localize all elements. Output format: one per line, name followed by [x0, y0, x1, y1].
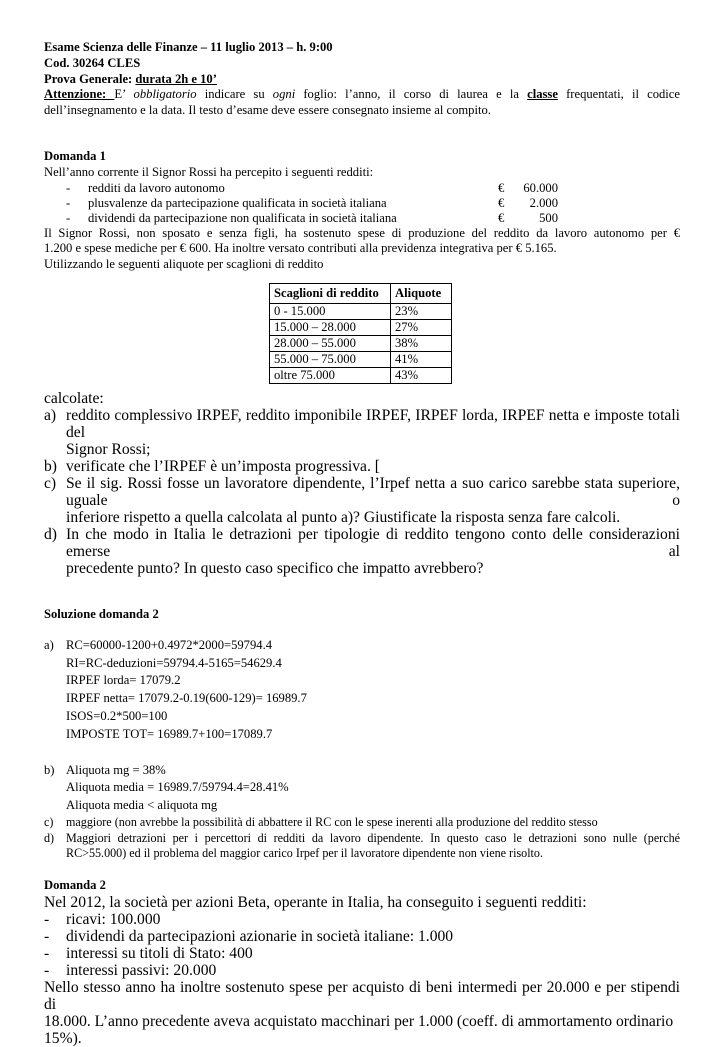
question-2-paragraph-line2: 18.000. L’anno precedente aveva acquistato macchinari per 1.000 (coeff. di ammortamento ordinario 15%).	[44, 1012, 674, 1047]
solution-line: IMPOSTE TOT= 16989.7+100=17089.7	[66, 726, 273, 741]
income-row: - plusvalenze da partecipazione qualificata in società italiana € 2.000	[66, 195, 558, 210]
exam-page	[44, 40, 680, 1047]
attention-notice: Attenzione: E’ obbligatorio indicare su ogni foglio: l’anno, il corso di laurea e la classe frequentati, il codice	[44, 87, 680, 102]
question-2-title: Domanda 2	[44, 877, 106, 892]
table-row: 15.000 – 28.000 27%	[270, 319, 452, 335]
table-row: 28.000 – 55.000 38%	[270, 335, 452, 351]
solution-line: RI=RC-deduzioni=59794.4-5165=54629.4	[66, 655, 282, 670]
question-1-title: Domanda 1	[44, 148, 106, 163]
attention-notice-line2: dell’insegnamento e la data. Il testo d’esame deve essere consegnato insieme al compito.	[44, 103, 491, 118]
question-1-intro: Nell’anno corrente il Signor Rossi ha percepito i seguenti redditi:	[44, 164, 374, 179]
table-header-rates: Aliquote	[391, 283, 452, 303]
course-code: Cod. 30264 CLES	[44, 55, 141, 70]
solution-c: c) maggiore (non avrebbe la possibilità di abbattere il RC con le spese inerenti alla produzione del reddito stesso	[44, 814, 598, 829]
question-1-paragraph-line3: Utilizzando le seguenti aliquote per scaglioni di reddito	[44, 257, 324, 272]
question-item-a: a) reddito complessivo IRPEF, reddito imponibile IRPEF, IRPEF lorda, IRPEF netta e imposte totali del Signor Rossi;	[44, 406, 680, 458]
table-row: oltre 75.000 43%	[270, 367, 452, 383]
solution-line: Aliquota media < aliquota mg	[66, 798, 218, 813]
question-item-b: b) verificate che l’IRPEF è un’imposta progressiva. [	[44, 457, 380, 475]
exam-duration: Prova Generale: durata 2h e 10’	[44, 71, 217, 86]
income-row: - redditi da lavoro autonomo € 60.000	[66, 180, 558, 195]
solution-a: a) RC=60000-1200+0.4972*2000=59794.4 RI=RC-deduzioni=59794.4-5165=54629.4 IRPEF lorda= 17079.2 IRPEF netta= 17079.2-0.19(600-129)= 16989.7 ISOS=0.2*500=100 IMPOSTE TOT= 16989.7+100=17089.7	[44, 637, 680, 744]
list-item: - ricavi: 100.000	[44, 910, 161, 928]
question-2-intro: Nel 2012, la società per azioni Beta, operante in Italia, ha conseguito i seguenti redditi:	[44, 893, 587, 911]
list-item: - interessi passivi: 20.000	[44, 961, 217, 979]
table-row: 0 - 15.000 23%	[270, 303, 452, 319]
list-item: - interessi su titoli di Stato: 400	[44, 944, 253, 962]
solution-line: IRPEF netta= 17079.2-0.19(600-129)= 16989.7	[66, 691, 307, 706]
solution-d: d) Maggiori detrazioni per i percettori di redditi da lavoro dipendente. In questo caso le detrazioni sono nulle (perché RC>55.000) ed il problema del maggior carico Irpef per il lavoratore dipendente non viene risolto.	[44, 830, 680, 861]
question-2-paragraph: Nello stesso anno ha inoltre sostenuto spese per acquisto di beni intermedi per 20.000 e per stipendi di	[44, 978, 680, 1013]
question-1-paragraph-line2: 1.200 e spese mediche per € 600. Ha inoltre versato contributi alla previdenza integrativa per € 5.165.	[44, 241, 557, 256]
list-item: - dividendi da partecipazioni azionarie in società italiane: 1.000	[44, 927, 454, 945]
question-item-c: c) Se il sig. Rossi fosse un lavoratore dipendente, l’Irpef netta a suo carico sarebbe stata superiore, uguale o inferiore rispetto a quella calcolata al punto a)? Giustificate la risposta senza fare calcoli.	[44, 474, 680, 526]
tax-brackets-table	[269, 283, 452, 384]
table-row: 55.000 – 75.000 41%	[270, 351, 452, 367]
table-header-brackets: Scaglioni di reddito	[270, 283, 391, 303]
solution-line: ISOS=0.2*500=100	[66, 708, 168, 723]
calc-label: calcolate:	[44, 389, 104, 407]
exam-title: Esame Scienza delle Finanze – 11 luglio 2013 – h. 9:00	[44, 40, 333, 54]
solution-title: Soluzione domanda 2	[44, 606, 159, 621]
question-item-d: d) In che modo in Italia le detrazioni per tipologie di reddito tengono conto delle considerazioni emerse al precedente punto? In questo caso specifico che impatto avrebbero?	[44, 525, 680, 577]
table-header-row	[270, 283, 452, 303]
solution-line: Aliquota mg = 38%	[66, 762, 166, 777]
solution-line: Aliquota media = 16989.7/59794.4=28.41%	[66, 780, 289, 795]
question-1-paragraph: Il Signor Rossi, non sposato e senza figli, ha sostenuto spese di produzione del reddito da lavoro autonomo per €	[44, 225, 680, 240]
solution-line: RC=60000-1200+0.4972*2000=59794.4	[66, 637, 273, 652]
income-row: - dividendi da partecipazione non qualificata in società italiana € 500	[66, 210, 558, 225]
solution-b: b) Aliquota mg = 38% Aliquota media = 16989.7/59794.4=28.41% Aliquota media < aliquota mg	[44, 762, 680, 815]
solution-line: IRPEF lorda= 17079.2	[66, 673, 181, 688]
